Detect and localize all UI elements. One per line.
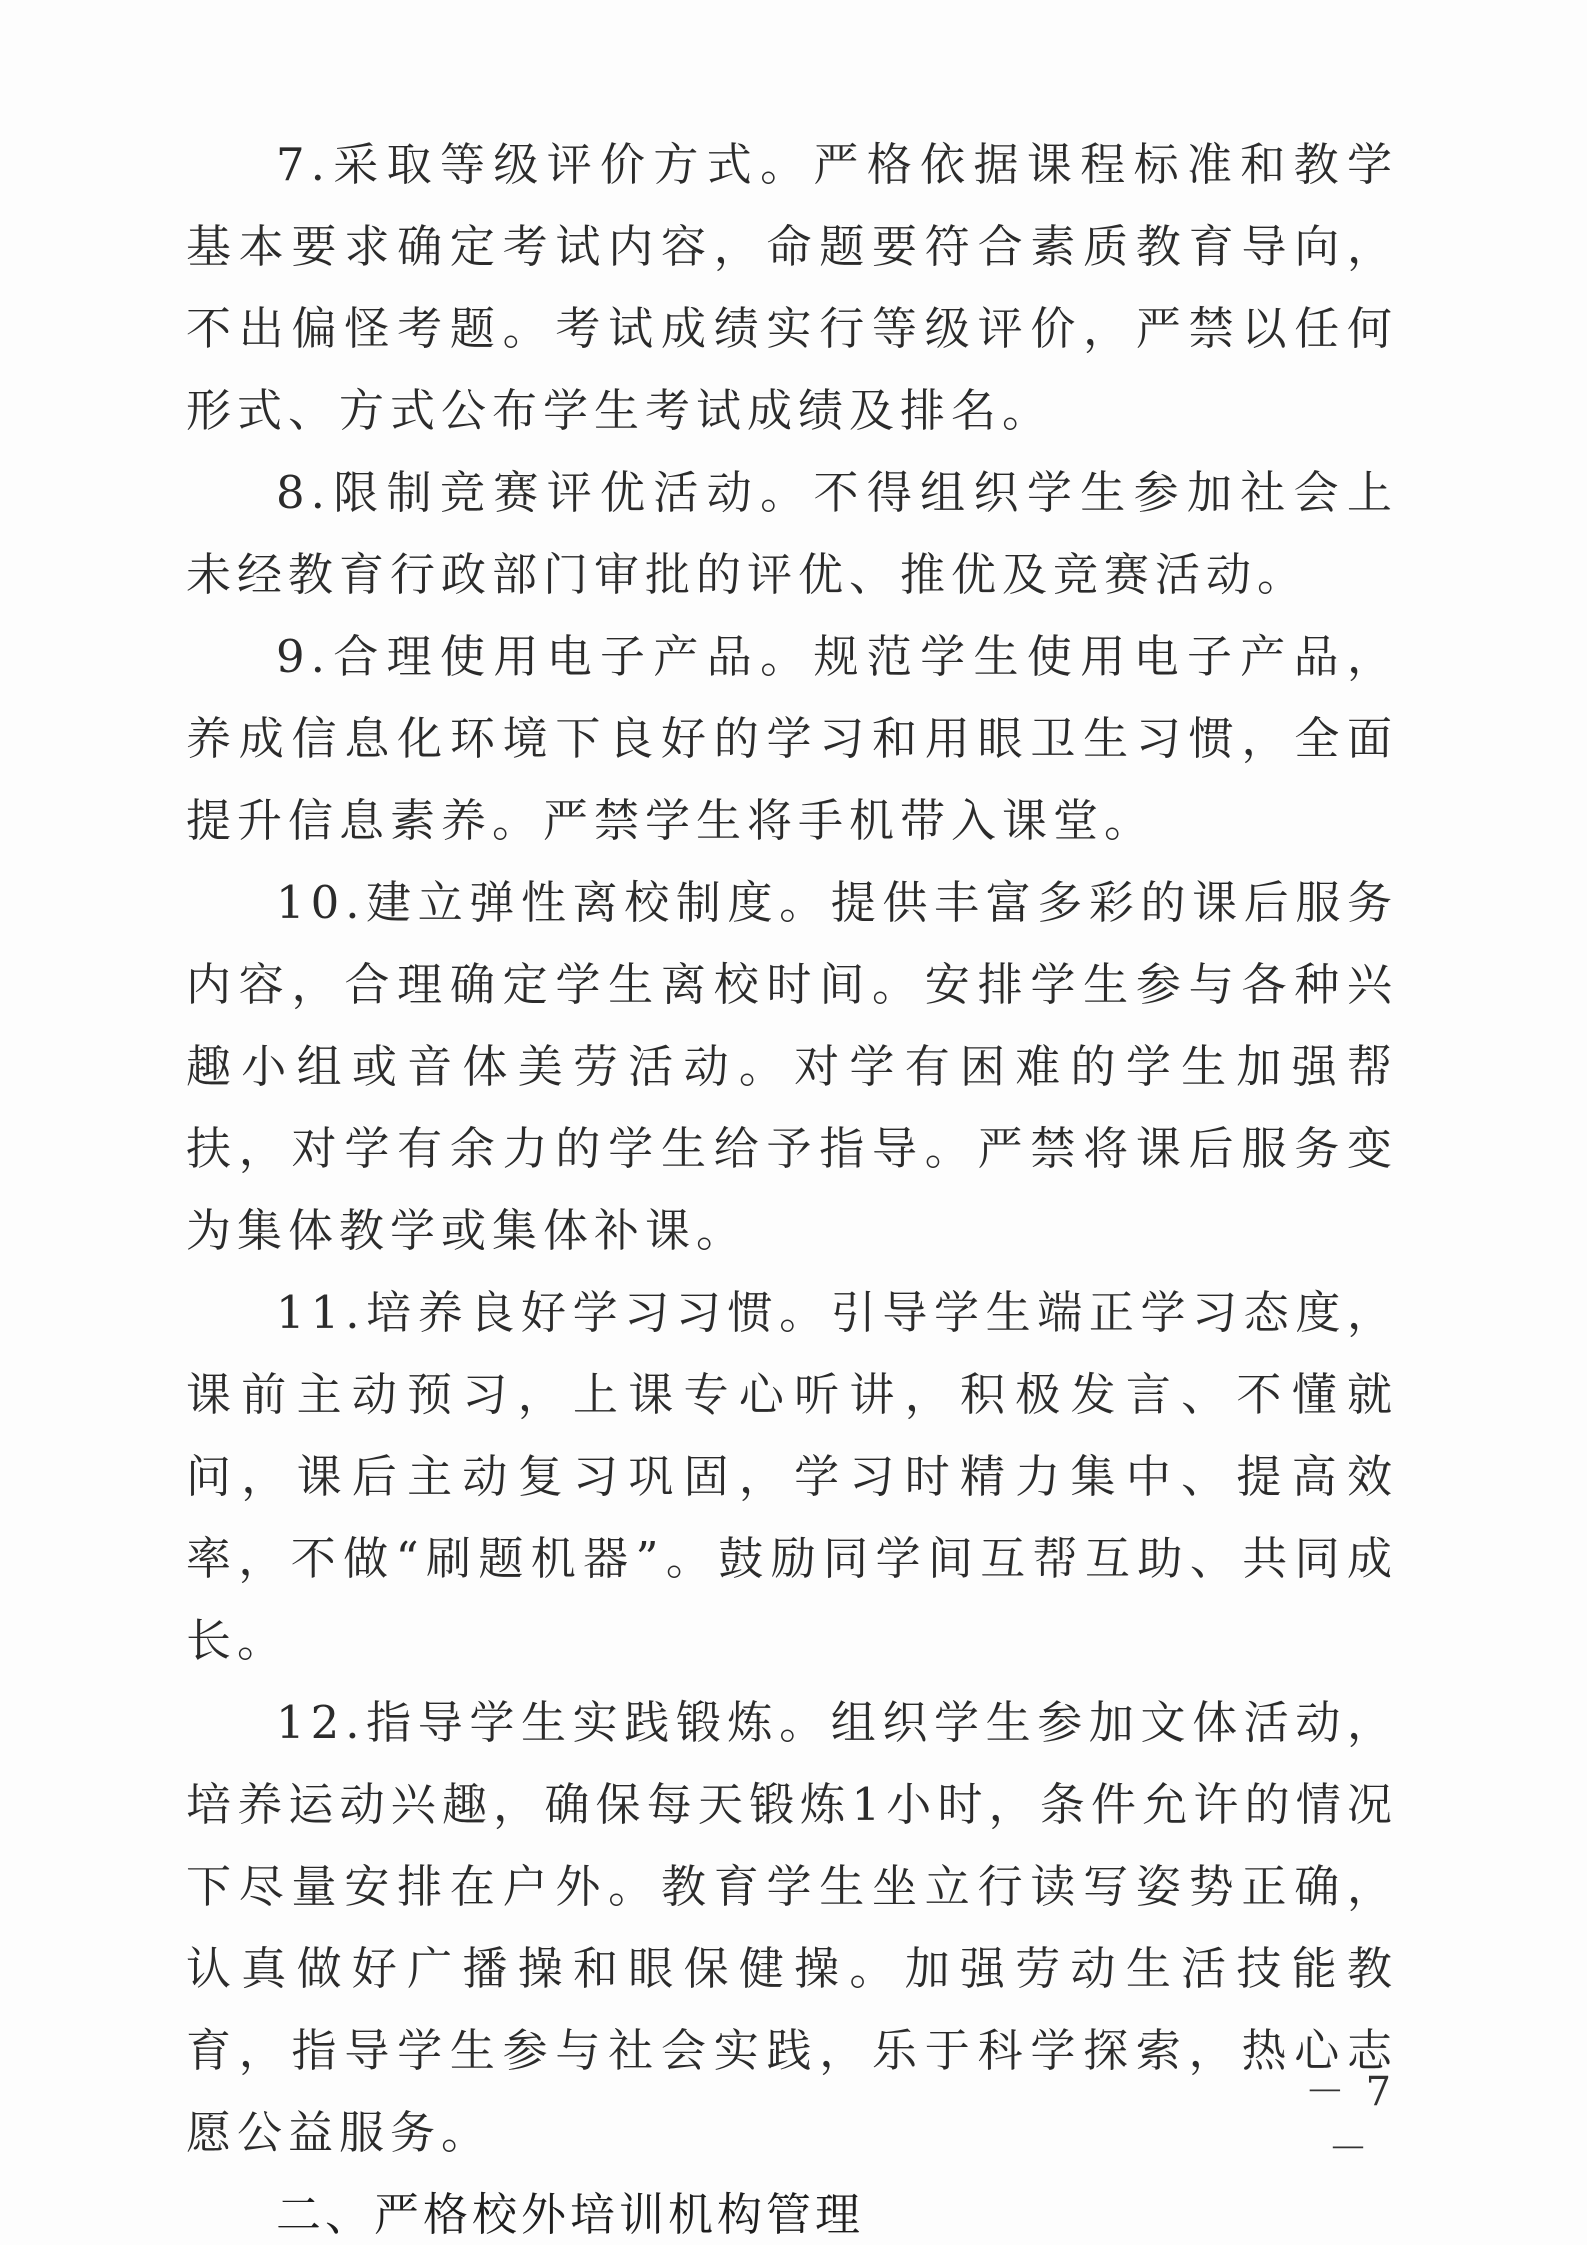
document-body [186, 124, 1398, 2256]
paragraph-item-8: 8.限制竞赛评优活动。不得组织学生参加社会上未经教育行政部门审批的评优、推优及竞赛活动。 [186, 466, 1398, 601]
paragraph-item-9: 9.合理使用电子产品。规范学生使用电子产品，养成信息化环境下良好的学习和用眼卫生习惯，全面提升信息素养。严禁学生将手机带入课堂。 [186, 630, 1398, 847]
paragraph-item-10: 10.建立弹性离校制度。提供丰富多彩的课后服务内容，合理确定学生离校时间。安排学生参与各种兴趣小组或音体美劳活动。对学有困难的学生加强帮扶，对学有余力的学生给予指导。严禁将课后服务变为集体教学或集体补课。 [186, 876, 1398, 1257]
paragraph-item-7: 7.采取等级评价方式。严格依据课程标准和教学基本要求确定考试内容，命题要符合素质教育导向，不出偏怪考题。考试成绩实行等级评价，严禁以任何形式、方式公布学生考试成绩及排名。 [186, 138, 1398, 437]
paragraph-item-12: 12.指导学生实践锻炼。组织学生参加文体活动，培养运动兴趣，确保每天锻炼1小时，条件允许的情况下尽量安排在户外。教育学生坐立行读写姿势正确，认真做好广播操和眼保健操。加强劳动生活技能教育，指导学生参与社会实践，乐于科学探索，热心志愿公益服务。 [186, 1696, 1398, 2159]
paragraph-item-11: 11.培养良好学习习惯。引导学生端正学习态度，课前主动预习，上课专心听讲，积极发言、不懂就问，课后主动复习巩固，学习时精力集中、提高效率，不做“刷题机器”。鼓励同学间互帮互助、共同成长。 [186, 1286, 1398, 1667]
section-heading: 二、严格校外培训机构管理 [276, 2188, 865, 2241]
page-number: － 7 － [1304, 2069, 1396, 2172]
